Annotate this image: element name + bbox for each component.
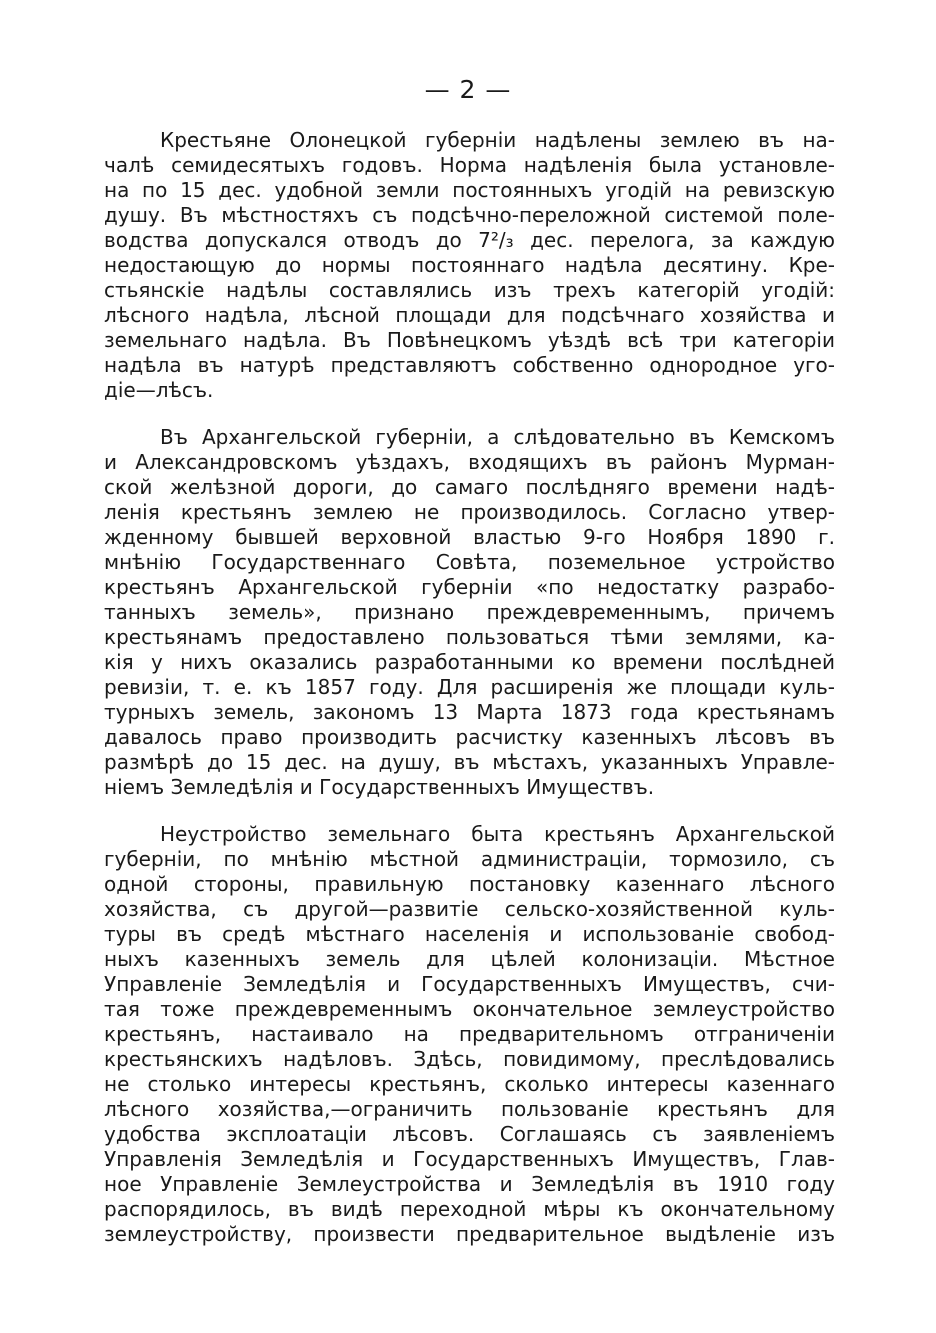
text-line: недостающую до нормы постояннаго надѣла десятину. Кре- xyxy=(104,253,835,277)
text-line: душу. Въ мѣстностяхъ съ подсѣчно-переложной системой поле- xyxy=(104,203,835,227)
text-line: ныхъ казенныхъ земель для цѣлей колонизаціи. Мѣстное xyxy=(104,947,835,971)
text-line: мнѣнію Государственнаго Совѣта, поземельное устройство xyxy=(104,550,835,574)
text-line: жденному бывшей верховной властью 9-го Ноября 1890 г. xyxy=(104,525,835,549)
text-line: танныхъ земель», признано преждевременнымъ, причемъ xyxy=(104,600,835,624)
text-line: лѣсного хозяйства,—ограничить пользованіе крестьянъ для xyxy=(104,1097,835,1121)
text-line: чалѣ семидесятыхъ годовъ. Норма надѣленія была установле- xyxy=(104,153,835,177)
text-line: землеустройству, произвести предварительное выдѣленіе изъ xyxy=(104,1222,835,1246)
text-line: одной стороны, правильную постановку казеннаго лѣсного xyxy=(104,872,835,896)
text-line: ніемъ Земледѣлія и Государственныхъ Имуществъ. xyxy=(104,775,655,799)
text-line: Въ Архангельской губерніи, а слѣдовательно въ Кемскомъ xyxy=(160,425,835,449)
text-line: губерніи, по мнѣнію мѣстной администраціи, тормозило, съ xyxy=(104,847,835,871)
text-line: ное Управленіе Землеустройства и Земледѣлія въ 1910 году xyxy=(104,1172,835,1196)
paragraph-olonets-allotments xyxy=(104,128,835,403)
body-text xyxy=(104,128,835,1269)
text-line: ленія крестьянъ землею не производилось. Согласно утвер- xyxy=(104,500,835,524)
text-line: земельнаго надѣла. Въ Повѣнецкомъ уѣздѣ всѣ три категоріи xyxy=(104,328,835,352)
text-line: діе—лѣсъ. xyxy=(104,378,214,402)
text-line: лѣсного надѣла, лѣсной площади для подсѣчнаго хозяйства и xyxy=(104,303,835,327)
text-line: на по 15 дес. удобной земли постоянныхъ угодій на ревизскую xyxy=(104,178,835,202)
text-line: ревизіи, т. е. къ 1857 году. Для расширенія же площади куль- xyxy=(104,675,835,699)
text-line: крестьянскихъ надѣловъ. Здѣсь, повидимому, преслѣдовались xyxy=(104,1047,835,1071)
text-line: не столько интересы крестьянъ, сколько интересы казеннаго xyxy=(104,1072,835,1096)
text-line: кія у нихъ оказались разработанными ко времени послѣдней xyxy=(104,650,835,674)
text-line: удобства эксплоатаціи лѣсовъ. Соглашаясь съ заявленіемъ xyxy=(104,1122,835,1146)
paragraph-land-disorder xyxy=(104,822,835,1247)
text-line: крестьянъ Архангельской губерніи «по недостатку разрабо- xyxy=(104,575,835,599)
text-line: ской желѣзной дороги, до самаго послѣдняго времени надѣ- xyxy=(104,475,835,499)
text-line: водства допускался отводъ до 7²/₃ дес. перелога, за каждую xyxy=(104,228,835,252)
text-line: Крестьяне Олонецкой губерніи надѣлены землею въ на- xyxy=(160,128,835,152)
text-line: размѣрѣ до 15 дес. на душу, въ мѣстахъ, указанныхъ Управле- xyxy=(104,750,835,774)
text-line: турныхъ земель, закономъ 13 Марта 1873 года крестьянамъ xyxy=(104,700,835,724)
text-line: крестьянъ, настаивало на предварительномъ отграниченіи xyxy=(104,1022,835,1046)
text-line: распорядилось, въ видѣ переходной мѣры къ окончательному xyxy=(104,1197,835,1221)
text-line: стьянскіе надѣлы составлялись изъ трехъ категорій угодій: xyxy=(104,278,835,302)
text-line: туры въ средѣ мѣстнаго населенія и использованіе свобод- xyxy=(104,922,835,946)
text-line: давалось право производить расчистку казенныхъ лѣсовъ въ xyxy=(104,725,835,749)
text-line: надѣла въ натурѣ представляютъ собственно однородное уго- xyxy=(104,353,835,377)
text-line: Управленія Земледѣлія и Государственныхъ Имуществъ, Глав- xyxy=(104,1147,835,1171)
text-line: тая тоже преждевременнымъ окончательное землеустройство xyxy=(104,997,835,1021)
text-line: Управленіе Земледѣлія и Государственныхъ Имуществъ, счи- xyxy=(104,972,835,996)
text-line: Неустройство земельнаго быта крестьянъ Архангельской xyxy=(160,822,835,846)
paragraph-arkhangelsk-land xyxy=(104,425,835,800)
text-line: хозяйства, съ другой—развитіе сельско-хозяйственной куль- xyxy=(104,897,835,921)
page-number: — 2 — xyxy=(424,75,512,104)
text-line: крестьянамъ предоставлено пользоваться тѣми землями, ка- xyxy=(104,625,835,649)
text-line: и Александровскомъ уѣздахъ, входящихъ въ районъ Мурман- xyxy=(104,450,835,474)
